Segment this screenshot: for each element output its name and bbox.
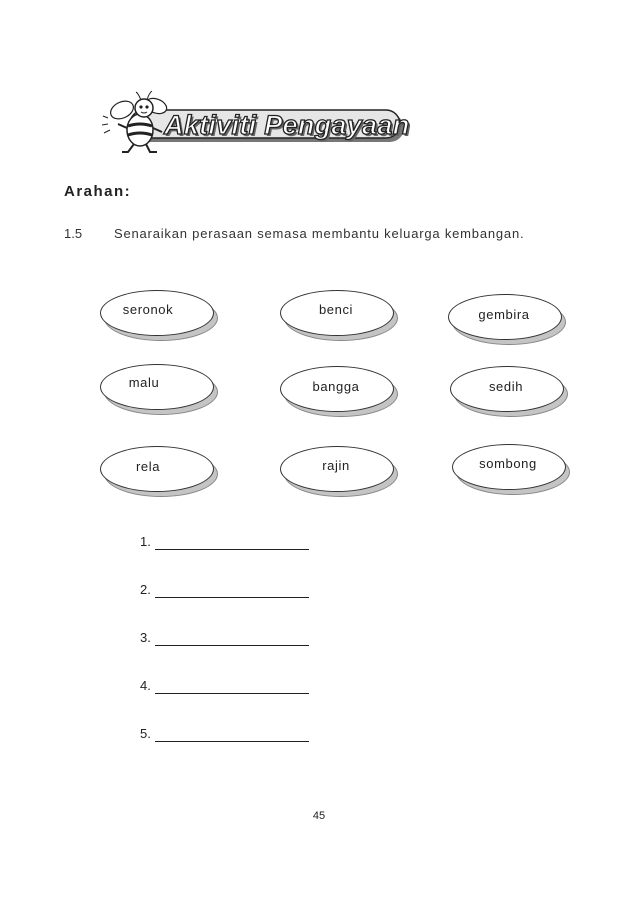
word-bubble <box>100 290 214 336</box>
page-number: 45 <box>312 810 326 822</box>
question-text: Senaraikan perasaan semasa membantu keluarga kembangan. <box>114 226 525 241</box>
word-label: sedih <box>488 379 524 394</box>
word-bubble <box>100 446 214 492</box>
word-bubble <box>448 294 562 340</box>
word-label: sombong <box>479 456 537 471</box>
word-label: rajin <box>322 458 350 473</box>
activity-banner <box>100 88 410 158</box>
word-label: gembira <box>478 307 530 322</box>
answer-line-2[interactable] <box>140 582 154 600</box>
answer-number: 1. <box>140 534 151 549</box>
answer-line-3[interactable] <box>140 630 154 648</box>
answer-number: 5. <box>140 726 151 741</box>
word-label: rela <box>135 459 161 474</box>
word-bubble <box>280 446 394 492</box>
answer-number: 3. <box>140 630 151 645</box>
answer-line-4[interactable] <box>140 678 154 696</box>
word-label: malu <box>128 375 160 390</box>
word-label: bangga <box>312 379 360 394</box>
word-bubble <box>280 290 394 336</box>
answer-line-5[interactable] <box>140 726 154 744</box>
instructions-heading: Arahan: <box>64 183 132 200</box>
word-label: benci <box>318 302 354 317</box>
question-number: 1.5 <box>64 226 83 241</box>
answer-line-1[interactable] <box>140 534 154 552</box>
word-bubble <box>450 366 564 412</box>
answer-number: 4. <box>140 678 151 693</box>
word-label: seronok <box>122 302 174 317</box>
word-bubble <box>100 364 214 410</box>
word-bubble <box>280 366 394 412</box>
banner-title: Aktiviti Pengayaan <box>164 110 410 140</box>
word-bubble <box>452 444 566 490</box>
answer-number: 2. <box>140 582 151 597</box>
